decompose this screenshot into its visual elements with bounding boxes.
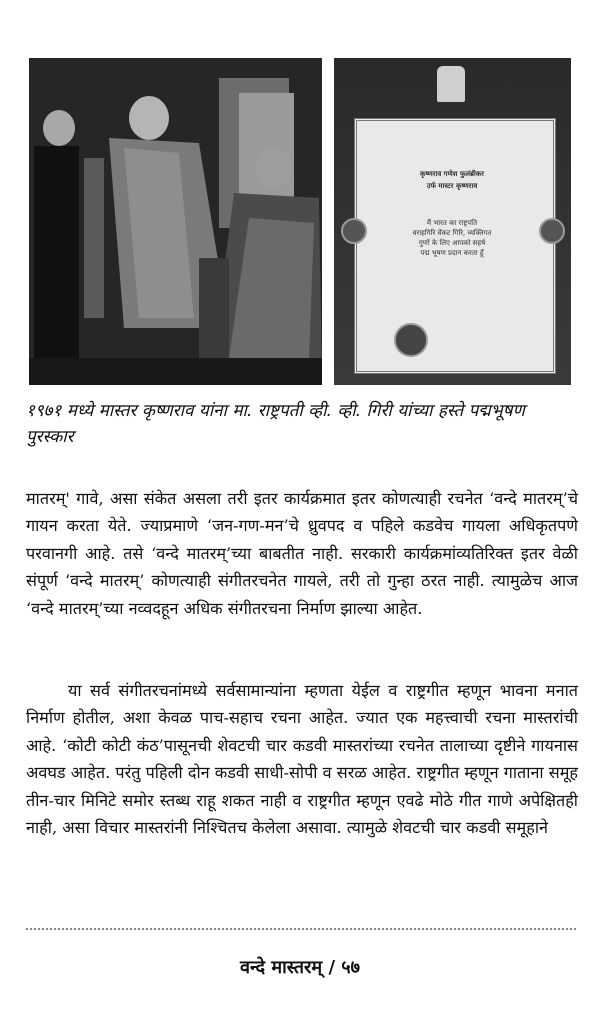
footer-divider (26, 928, 576, 932)
certificate-line: गुणों के लिए आपको सहर्ष (418, 239, 486, 247)
figure-caption: १९७१ मध्ये मास्तर कृष्णराव यांना मा. राष्ट्रपती व्ही. व्ही. गिरी यांच्या हस्ते पद्मभूषण पुरस्कार (26, 401, 525, 447)
seal-icon (539, 218, 565, 244)
page-footer: वन्दे मास्तरम् / ५७ (239, 957, 361, 978)
national-emblem-icon (437, 66, 465, 102)
certificate-line: कृष्णराव गणेश फुलंब्रीकर (419, 169, 485, 178)
body-paragraph: या सर्व संगीतरचनांमध्ये सर्वसामान्यांना म्हणता येईल व राष्ट्रगीत म्हणून भावना मनात निर्माण होतील, अशा केवळ पाच-सहाच रचना आहेत. ज्यात एक महत्त्वाची रचना मास्तरांची आहे. ‘कोटी कोटी कंठ’पासूनची शेवटची चार कडवी मास्तरांच्या रचनेत तालाच्या दृष्टीने गायनास अवघड आहेत. परंतु पहिली दोन कडवी साधी-सोपी व सरळ आहेत. राष्ट्रगीत म्हणून गाताना समूह तीन-चार मिनिटे समोर स्तब्ध राहू शकत नाही व राष्ट्रगीत म्हणून एवढे मोठे गीत गाणे अपेक्षितही नाही, असा विचार मास्तरांनी निश्चितच केलेला असावा. त्यामुळे शेवटची चार कडवी समूहाने (26, 681, 578, 838)
certificate-line: मैं भारत का राष्ट्रपति (426, 219, 478, 227)
certificate-line: उर्फ मास्टर कृष्णराव (426, 181, 478, 190)
certificate-line: वराहगिरि वेंकट गिरि, व्यक्तिगत (412, 229, 492, 237)
ceremony-scene (29, 58, 322, 385)
award-ceremony-photo (29, 58, 322, 385)
seal-icon (394, 323, 428, 357)
award-certificate-photo (334, 58, 571, 385)
body-paragraph: मातरम्' गावे, असा संकेत असला तरी इतर कार्यक्रमात इतर कोणत्याही रचनेत ‘वन्दे मातरम्’चे गायन करता येते. ज्याप्रमाणे ‘जन-गण-मन’चे ध्रुवपद व पहिले कडवेच गायला अधिकृतपणे परवानगी आहे. तसे ‘वन्दे मातरम्’च्या बाबतीत नाही. सरकारी कार्यक्रमांव्यतिरिक्त इतर वेळी संपूर्ण ‘वन्दे मातरम्’ कोणत्याही संगीतरचनेत गायले, तरी तो गुन्हा ठरत नाही. त्यामुळेच आज ‘वन्दे मातरम्’च्या नव्वदहून अधिक संगीतरचना निर्माण झाल्या आहेत. (26, 489, 578, 618)
seal-icon (341, 218, 367, 244)
certificate-line: पद्म भूषण प्रदान करता हूँ (420, 249, 484, 257)
certificate (354, 118, 556, 374)
